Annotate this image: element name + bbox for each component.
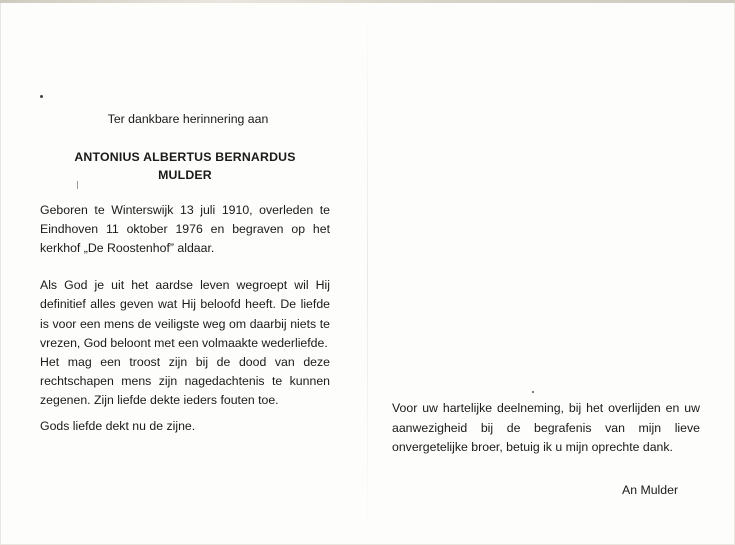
- signature: An Mulder: [622, 483, 679, 497]
- birth-death-paragraph: Geboren te Winterswijk 13 juli 1910, overleden te Eindhoven 11 oktober 1976 en begraven op het kerkhof „De Roostenhof” aldaar.: [40, 203, 330, 256]
- right-panel: [392, 399, 700, 458]
- intro-line: Ter dankbare herinnering aan: [107, 112, 269, 126]
- deceased-name-line-2: MULDER: [158, 168, 212, 183]
- print-speck: [532, 391, 534, 393]
- left-panel: [40, 110, 330, 436]
- reflection-paragraph-2: Het mag een troost zijn bij de dood van deze rechtschapen mens zijn nagedachtenis te kunnen zegenen. Zijn liefde dekte ieders fouten toe.: [40, 354, 330, 407]
- card-fold-line: [367, 0, 368, 545]
- thanks-paragraph: Voor uw hartelijke deelneming, bij het overlijden en uw aanwezigheid bij de begrafenis van mijn lieve onvergetelijke broer, betuig ik u mijn oprechte dank.: [392, 401, 700, 454]
- closing-line: Gods liefde dekt nu de zijne.: [40, 419, 196, 434]
- reflection-paragraph-1: Als God je uit het aardse leven wegroept wil Hij definitief alles geven wat Hij beloofd heeft. De liefde is voor een mens de veiligste weg om daarbij niets te vrezen, God beloont met een volmaakte wederliefde.: [40, 278, 330, 350]
- deceased-name-line-1: ANTONIUS ALBERTUS BERNARDUS: [74, 150, 296, 165]
- deceased-name: [40, 148, 330, 184]
- print-speck: [40, 95, 43, 98]
